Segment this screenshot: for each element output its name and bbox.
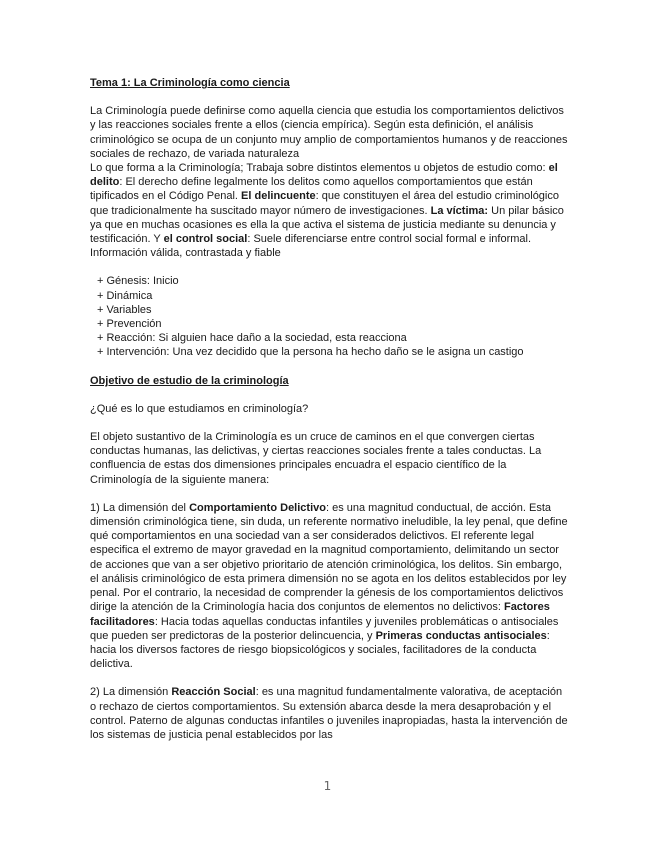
section-question: ¿Qué es lo que estudiamos en criminología? <box>90 402 309 415</box>
list-item: + Variables <box>97 303 152 316</box>
list-item: + Prevención <box>97 318 162 331</box>
section-title: Objetivo de estudio de la criminología <box>90 374 289 387</box>
bullet-list <box>90 274 568 359</box>
intro-paragraph-1: La Criminología puede definirse como aquella ciencia que estudia los comportamientos delictivos y las reacciones sociales frente a ellos (ciencia empírica). Según esta definición, el análisis criminológico se ocupa de un conjunto muy amplio de comportamientos humanos y de reacciones sociales de rechazo, de variada naturaleza <box>90 105 568 160</box>
list-item: + Reacción: Si alguien hace daño a la sociedad, esta reacciona <box>97 332 407 345</box>
section-paragraph-1: El objeto sustantivo de la Criminología es un cruce de caminos en el que convergen ciertas conductas humanas, las delictivas, y ciertas reacciones sociales frente a tales conductas. La confluencia de estas dos dimensiones principales encuadra el espacio científico de la Criminología de la siguiente manera: <box>90 431 542 486</box>
dimension-2-paragraph: 2) La dimensión Reacción Social: es una magnitud fundamentalmente valorativa, de aceptación o rechazo de ciertos comportamientos. Su extensión abarca desde la mera desaprobación y el control. Paterno de algunas conductas infantiles o juveniles inapropiadas, hasta la intervención de los sistemas de justicia penal establecidos por las <box>90 686 568 741</box>
dimension-1-paragraph: 1) La dimensión del Comportamiento Delictivo: es una magnitud conductual, de acción. Esta dimensión criminológica tiene, sin duda, un referente normativo ineludible, la ley penal, que define qué comportamientos en una sociedad van a ser considerados delictivos. El referente legal especifica el extremo de mayor gravedad en la magnitud comportamiento, delimitando un sector de acciones que van a ser objetivo prioritario de atención criminológica, los delitos. Sin embargo, el análisis criminológico de esta primera dimensión no se agota en los delitos establecidos por ley penal. Por el contrario, la necesidad de comprender la génesis de los comportamientos delictivos dirige la atención de la Criminología hacia dos conjuntos de elementos no delictivos: Factores facilitadores: Hacia todas aquellas conductas infantiles y juveniles problemáticas o antisociales que pueden ser predictoras de la posterior delincuencia, y Primeras conductas antisociales: hacia los diversos factores de riesgo biopsicológicos y sociales, facilitadores de la conducta delictiva. <box>90 501 568 671</box>
list-item: + Intervención: Una vez decidido que la persona ha hecho daño se le asigna un castigo <box>97 346 524 359</box>
document-page <box>90 76 568 742</box>
page-number: 1 <box>323 779 332 793</box>
list-item: + Génesis: Inicio <box>97 275 179 288</box>
list-item: + Dinámica <box>97 289 153 302</box>
page-title: Tema 1: La Criminología como ciencia <box>90 77 290 89</box>
intro-paragraph-2: Lo que forma a la Criminología; Trabaja sobre distintos elementos u objetos de estudio como: el delito: El derecho define legalmente los delitos como aquellos comportamientos que están tipificados en el Código Penal. El delincuente: que constituyen el área del estudio criminológico que tradicionalmente ha suscitado mayor número de investigaciones. La víctima: Un pilar básico ya que en muchas ocasiones es ella la que activa el sistema de justicia mediante su denuncia y testificación. Y el control social: Suele diferenciarse entre control social formal e informal. Información válida, contrastada y fiable <box>90 162 564 260</box>
